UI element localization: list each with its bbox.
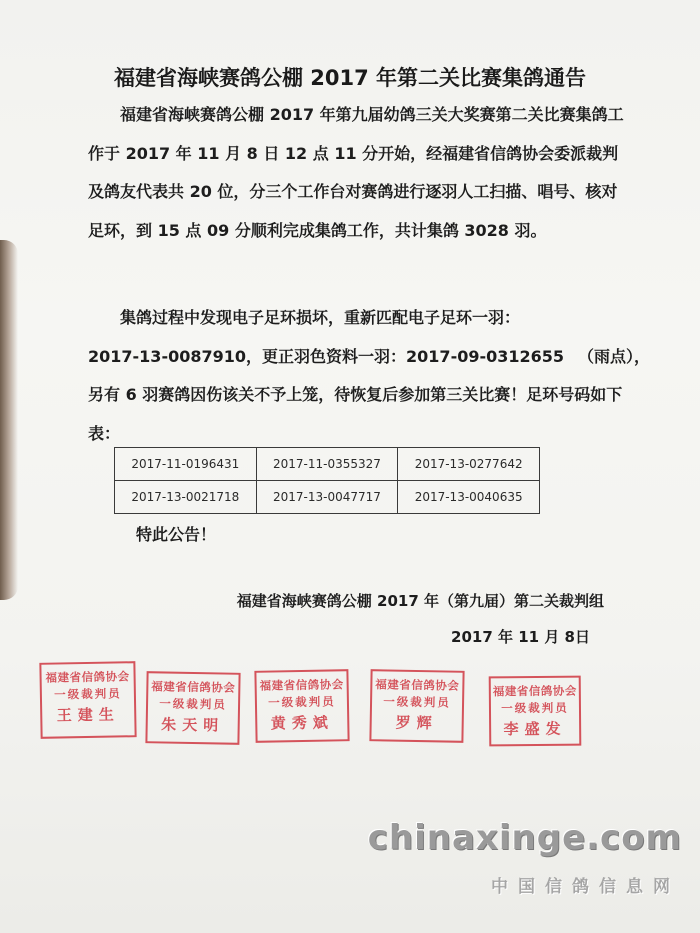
stamp-title: 一级裁判员 [268,694,336,710]
signature-line: 福建省海峡赛鸽公棚 2017 年（第九届）第二关裁判组 [236,592,604,610]
notice-date: 2017 年 11 月 8日 [451,628,590,646]
watermark-domain: chinaxinge.com [367,818,682,858]
table-row [115,448,540,481]
referee-stamp [145,671,240,745]
stamp-name: 朱天明 [161,715,225,735]
stamp-name: 黄秀斌 [270,713,334,733]
closing-line: 特此公告！ [136,525,217,544]
paragraph-2-lead: 集鸽过程中发现电子足环损坏，重新匹配电子足环一羽： [120,308,521,327]
paragraph-2-tail: 另有 6 羽赛鸽因伤该关不予上笼，待恢复后参加第三关比赛！足环号码如下表： [88,385,623,443]
referee-stamp [254,669,349,743]
notice-paragraph-2 [88,299,651,453]
corrected-prefix: 更正羽色资料一羽： [262,346,407,366]
stamp-org: 福建省信鸽协会 [45,669,130,685]
stamp-title: 一级裁判员 [501,700,569,716]
ring-corrected: 2017-09-0312655 [406,346,565,366]
stamp-name: 王建生 [56,705,120,725]
stamp-title: 一级裁判员 [54,686,122,702]
table-cell: 2017-13-0277642 [398,448,540,481]
table-cell: 2017-11-0355327 [256,448,398,481]
notice-paragraph-1 [88,96,628,250]
table-row [115,481,540,514]
stamp-org: 福建省信鸽协会 [375,677,460,693]
ring-damaged: 2017-13-0087910， [88,346,263,366]
notice-title: 福建省海峡赛鸽公棚 2017 年第二关比赛集鸽通告 [113,66,587,90]
table-cell: 2017-13-0047717 [256,481,398,514]
stamp-org: 福建省信鸽协会 [259,677,344,693]
watermark-site-name: 中国信鸽信息网 [491,877,680,897]
stamp-org: 福建省信鸽协会 [151,679,236,695]
referee-stamp [489,676,582,747]
finger-edge [0,240,18,600]
injured-rings-table [114,447,540,514]
table-cell: 2017-11-0196431 [115,448,257,481]
paragraph-1-text: 福建省海峡赛鸽公棚 2017 年第九届幼鸽三关大奖赛第二关比赛集鸽工作于 2017 年 11 月 8 日 12 点 11 分开始，经福建省信鸽协会委派裁判及鸽友代表共 20 位，分三个工作台对赛鸽进行逐羽人工扫描、唱号、核对足环，到 15 点 09 分顺利完成集鸽工作，共计集鸽 3028 羽。 [88,105,624,240]
stamp-org: 福建省信鸽协会 [492,683,577,699]
table-cell: 2017-13-0021718 [115,481,257,514]
referee-stamp [369,669,464,743]
table-cell: 2017-13-0040635 [398,481,540,514]
stamp-name: 李盛发 [503,719,567,739]
ring-corrected-note: （雨点）， [578,346,651,366]
referee-stamp [39,661,136,739]
stamp-title: 一级裁判员 [159,696,227,712]
stamp-title: 一级裁判员 [383,694,451,710]
stamp-name: 罗辉 [395,713,438,733]
ring-line [88,347,650,366]
